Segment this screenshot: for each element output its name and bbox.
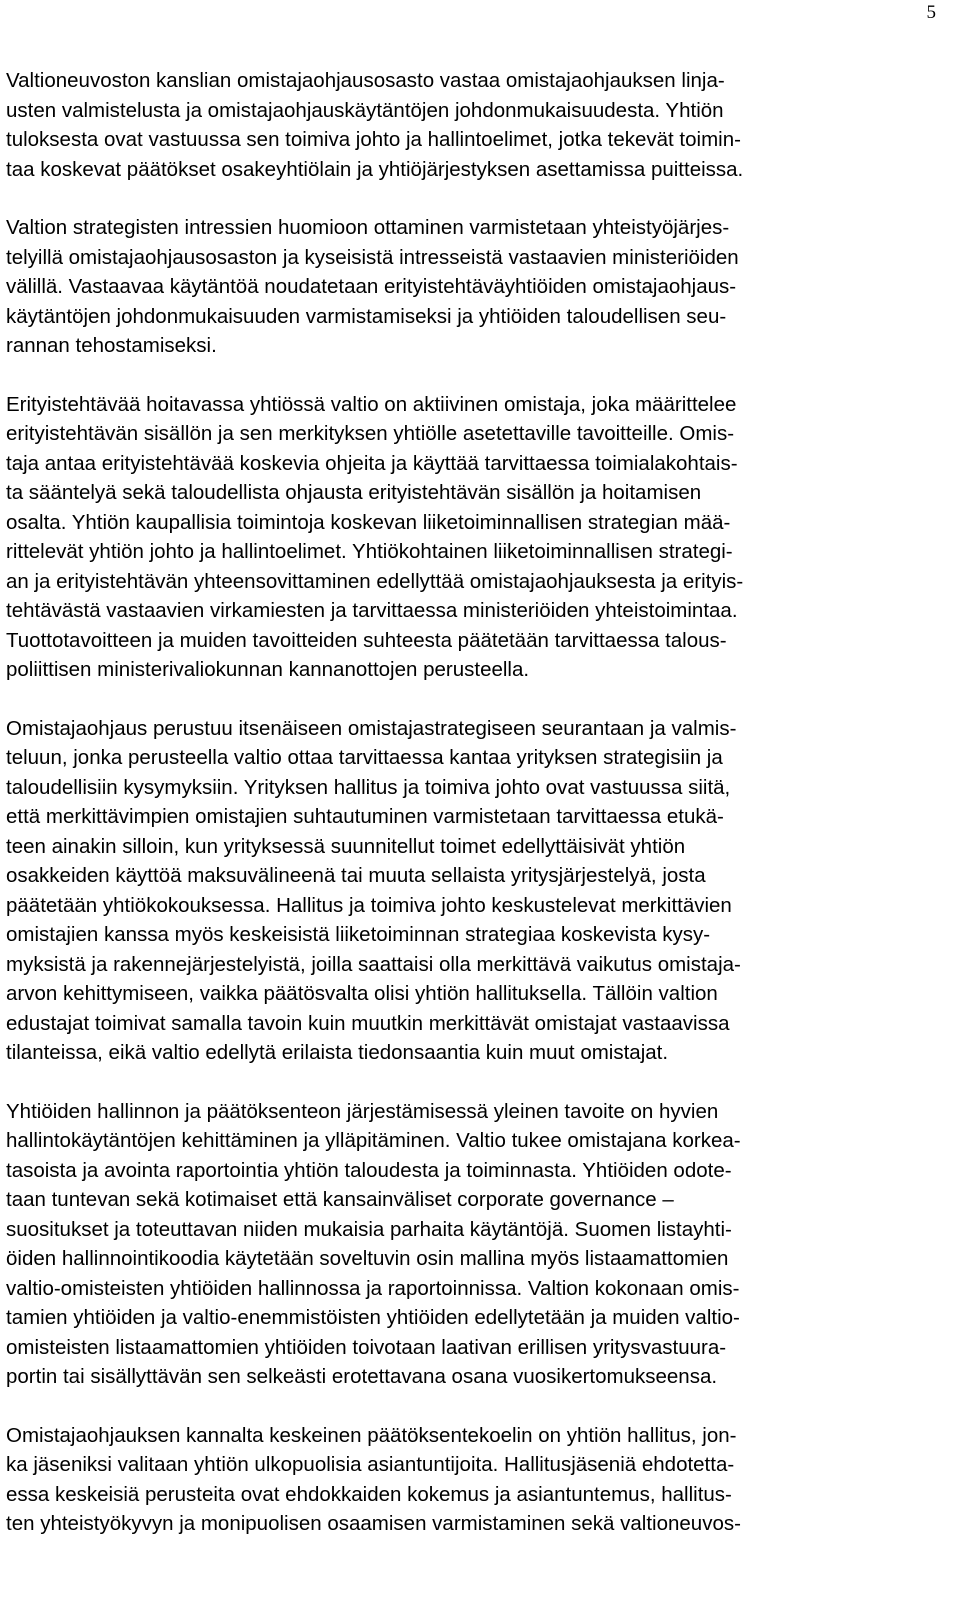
text-line: erityistehtävän sisällön ja sen merkityksen yhtiölle asetettaville tavoitteille. Omis-: [6, 422, 735, 445]
text-line: päätetään yhtiökokouksessa. Hallitus ja toimiva johto keskustelevat merkittävien: [6, 893, 732, 917]
paragraph-1: [6, 66, 930, 184]
text-line: taan tuntevan sekä kotimaiset että kansainväliset corporate governance –: [6, 1188, 674, 1211]
page-number: 5: [926, 2, 936, 23]
text-line: tilanteissa, eikä valtio edellytä erilaista tiedonsaantia kuin muut omistajat.: [6, 1041, 669, 1064]
paragraph-5: [6, 1097, 930, 1392]
text-line: ka jäseniksi valitaan yhtiön ulkopuolisia asiantuntijoita. Hallitusjäseniä ehdotetta-: [6, 1453, 735, 1476]
paragraph-2: [6, 213, 930, 361]
text-line: välillä. Vastaavaa käytäntöä noudatetaan erityistehtäväyhtiöiden omistajaohjaus-: [6, 275, 737, 298]
text-line: osalta. Yhtiön kaupallisia toimintoja koskevan liiketoiminnallisen strategian mää-: [6, 510, 731, 534]
text-line: rittelevät yhtiön johto ja hallintoelimet. Yhtiökohtainen liiketoiminnallisen strategi-: [6, 540, 733, 563]
text-line: teluun, jonka perusteella valtio ottaa tarvittaessa kantaa yrityksen strategisiin ja: [6, 746, 723, 769]
text-line: että merkittävimpien omistajien suhtautuminen varmistetaan tarvittaessa etukä-: [6, 805, 724, 828]
text-line: usten valmistelusta ja omistajaohjauskäytäntöjen johdonmukaisuudesta. Yhtiön: [6, 98, 724, 122]
text-line: Valtion strategisten intressien huomioon ottaminen varmistetaan yhteistyöjärjes-: [6, 216, 730, 239]
text-line: tehtävästä vastaavien virkamiesten ja tarvittaessa ministeriöiden yhteistoimintaa.: [6, 599, 738, 622]
text-line: ta sääntelyä sekä taloudellista ohjausta erityistehtävän sisällön ja hoitamisen: [6, 481, 702, 504]
text-line: suositukset ja toteuttavan niiden mukaisia parhaita käytäntöjä. Suomen listayhti-: [6, 1217, 732, 1241]
text-line: poliittisen ministerivaliokunnan kannanottojen perusteella.: [6, 658, 530, 681]
paragraph-3: [6, 390, 930, 685]
text-line: hallintokäytäntöjen kehittäminen ja ylläpitäminen. Valtio tukee omistajana korkea-: [6, 1129, 741, 1152]
text-line: öiden hallinnointikoodia käytetään soveltuvin osin mallina myös listaamattomien: [6, 1247, 729, 1270]
text-line: omisteisten listaamattomien yhtiöiden toivotaan laativan erillisen yritysvastuura-: [6, 1335, 727, 1359]
text-line: tuloksesta ovat vastuussa sen toimiva johto ja hallintoelimet, jotka tekevät toimin-: [6, 128, 741, 151]
text-line: Tuottotavoitteen ja muiden tavoitteiden suhteesta päätetään tarvittaessa talous-: [6, 628, 727, 652]
text-line: myksistä ja rakennejärjestelyistä, joilla saattaisi olla merkittävä vaikutus omistaja-: [6, 952, 741, 976]
text-line: taloudellisiin kysymyksiin. Yrityksen hallitus ja toimiva johto ovat vastuussa siitä,: [6, 775, 731, 799]
document-body: [6, 66, 930, 1568]
text-line: rannan tehostamiseksi.: [6, 334, 217, 357]
text-line: portin tai sisällyttävän sen selkeästi erotettavana osana vuosikertomukseensa.: [6, 1365, 718, 1388]
text-line: osakkeiden käyttöä maksuvälineenä tai muuta sellaista yritysjärjestelyä, josta: [6, 864, 706, 887]
text-line: taa koskevat päätökset osakeyhtiölain ja yhtiöjärjestyksen asettamissa puitteissa.: [6, 157, 744, 181]
text-line: Yhtiöiden hallinnon ja päätöksenteon järjestämisessä yleinen tavoite on hyvien: [6, 1099, 719, 1123]
text-line: käytäntöjen johdonmukaisuuden varmistamiseksi ja yhtiöiden taloudellisen seu-: [6, 304, 727, 328]
text-line: edustajat toimivat samalla tavoin kuin muutkin merkittävät omistajat vastaavissa: [6, 1011, 730, 1035]
text-line: telyillä omistajaohjausosaston ja kyseisistä intresseistä vastaavien ministeriöiden: [6, 245, 739, 269]
text-line: arvon kehittymiseen, vaikka päätösvalta olisi yhtiön hallituksella. Tällöin valtion: [6, 982, 718, 1005]
text-line: omistajien kanssa myös keskeisistä liiketoiminnan strategiaa koskevista kysy-: [6, 923, 711, 946]
text-line: Omistajaohjaus perustuu itsenäiseen omistajastrategiseen seurantaan ja valmis-: [6, 716, 737, 740]
text-line: Erityistehtävää hoitavassa yhtiössä valtio on aktiivinen omistaja, joka määrittelee: [6, 392, 737, 416]
paragraph-4: [6, 714, 930, 1068]
text-line: tasoista ja avointa raportointia yhtiön taloudesta ja toiminnasta. Yhtiöiden odote-: [6, 1158, 732, 1182]
text-line: ten yhteistyökyvyn ja monipuolisen osaamisen varmistaminen sekä valtioneuvos-: [6, 1512, 741, 1535]
text-line: Valtioneuvoston kanslian omistajaohjausosasto vastaa omistajaohjauksen linja-: [6, 69, 725, 92]
text-line: taja antaa erityistehtävää koskevia ohjeita ja käyttää tarvittaessa toimialakohtais-: [6, 451, 738, 475]
text-line: essa keskeisiä perusteita ovat ehdokkaiden kokemus ja asiantuntemus, hallitus-: [6, 1482, 732, 1506]
paragraph-6: [6, 1421, 930, 1539]
text-line: teen ainakin silloin, kun yrityksessä suunnitellut toimet edellyttäisivät yhtiön: [6, 834, 686, 858]
text-line: Omistajaohjauksen kannalta keskeinen päätöksentekoelin on yhtiön hallitus, jon-: [6, 1423, 737, 1447]
text-line: tamien yhtiöiden ja valtio-enemmistöisten yhtiöiden edellytetään ja muiden valtio-: [6, 1306, 740, 1329]
text-line: an ja erityistehtävän yhteensovittaminen edellyttää omistajaohjauksesta ja erityis-: [6, 569, 744, 593]
text-line: valtio-omisteisten yhtiöiden hallinnossa ja raportoinnissa. Valtion kokonaan omis-: [6, 1276, 740, 1300]
